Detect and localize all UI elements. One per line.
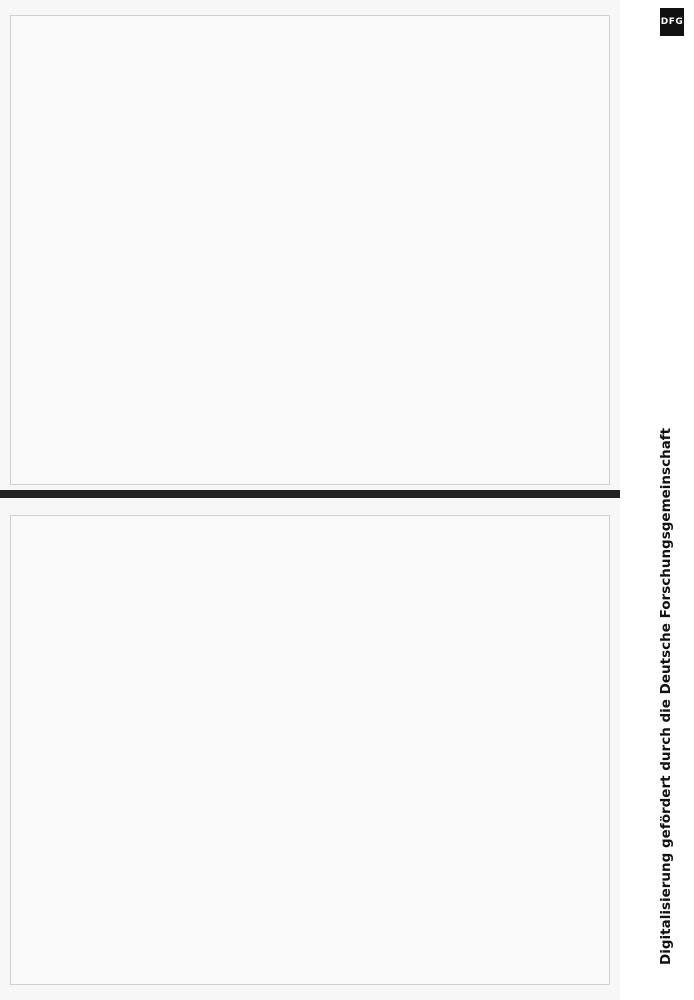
- document-top-half: [10, 15, 610, 485]
- dfg-watermark-text: Digitalisierung gefördert durch die Deutsche Forschungsgemeinschaft: [658, 427, 674, 965]
- dfg-watermark-strip: [620, 0, 694, 1000]
- dfg-logo: DFG: [660, 8, 684, 36]
- document-bottom-half: [10, 515, 610, 985]
- document-top-text: [11, 16, 609, 484]
- document-bottom-text: [11, 516, 609, 984]
- page-fold-line: [0, 490, 620, 498]
